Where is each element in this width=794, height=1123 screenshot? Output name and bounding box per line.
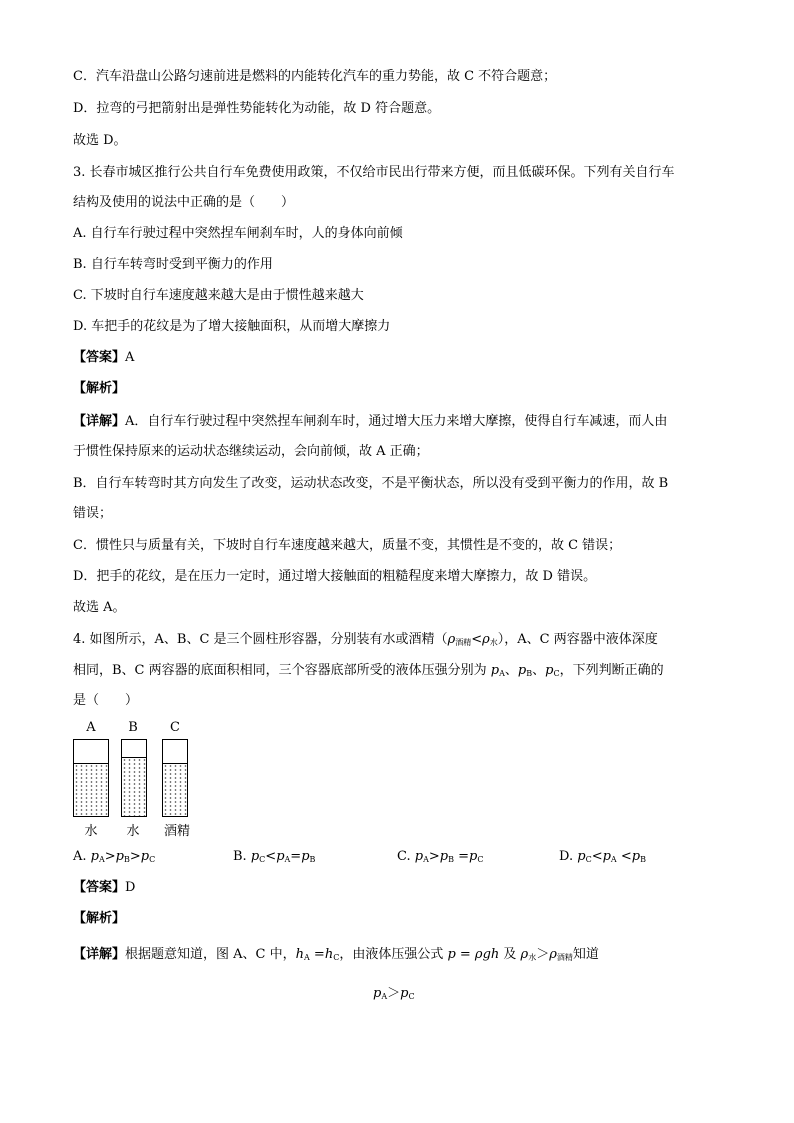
pressure-symbol: p xyxy=(490,663,500,678)
question-3-explanation: C．惯性只与质量有关，下坡时自行车速度越来越大，质量不变，其惯性是不变的，故 C 错误； xyxy=(73,538,622,553)
stem-text: ，下列判断正确的 xyxy=(559,663,664,678)
stem-text: 4. 如图所示，A、B、C 是三个圆柱形容器，分别装有水或酒精（ xyxy=(73,632,448,647)
separator: 、 xyxy=(504,663,518,678)
answer-value: A xyxy=(125,350,135,365)
question-4-explanation: 【详解】根据题意知道，图 A、C 中，$h_A =h_C$，由液体压强公式 p = ρgh 及 $\rho_水>\rho_{酒精}$知道 xyxy=(73,947,599,962)
rho-subscript: 酒精 xyxy=(455,638,472,647)
liquid-label-b: 水 xyxy=(126,824,140,839)
container-c xyxy=(162,739,188,817)
analysis-label: 【解析】 xyxy=(73,911,126,926)
answer-label: 【答案】 xyxy=(73,880,126,895)
derived-result: $p_A>p_C$ xyxy=(373,986,415,1001)
question-3-explanation: D．把手的花纹，是在压力一定时，通过增大接触面的粗糙程度来增大摩擦力，故 D 错误。 xyxy=(73,569,597,584)
liquid-label-c: 酒精 xyxy=(163,824,190,839)
separator: 、 xyxy=(532,663,546,678)
container-label-b: B xyxy=(128,720,138,735)
rho-symbol: ρ xyxy=(482,632,490,647)
alcohol-liquid xyxy=(163,763,187,816)
answer-value: D xyxy=(125,880,136,895)
stem-text: 相同，B、C 两容器的底面积相同，三个容器底部所受的液体压强分别为 xyxy=(73,663,491,678)
pressure-symbol: p xyxy=(545,663,554,678)
container-b xyxy=(121,739,147,817)
text-line: 故选 D。 xyxy=(73,133,127,148)
question-3-option-a: A. 自行车行驶过程中突然捏车闸刹车时，人的身体向前倾 xyxy=(73,226,403,241)
question-3-conclusion: 故选 A。 xyxy=(73,600,126,615)
question-4-option-a: A. $p_A>p_B>p_C$ xyxy=(73,849,156,864)
question-3-analysis-label xyxy=(73,380,734,398)
question-3-stem: 结构及使用的说法中正确的是（ ） xyxy=(73,195,295,210)
question-4-stem: 是（ ） xyxy=(73,693,139,708)
question-4-option-d: D. $p_C<p_A <p_B$ xyxy=(559,849,646,864)
subscript: C xyxy=(553,669,560,678)
container-label-a: A xyxy=(86,720,96,735)
water-liquid xyxy=(122,757,146,816)
pressure-symbol: p xyxy=(517,663,527,678)
text-line: D．拉弯的弓把箭射出是弹性势能转化为动能，故 D 符合题意。 xyxy=(73,101,441,116)
question-4-option-b: B. $p_C<p_A=p_B$ xyxy=(233,849,316,864)
explanation-text: A．自行车行驶过程中突然捏车闸刹车时，通过增大压力来增大摩擦，使得自行车减速，而人由 xyxy=(125,414,668,429)
question-3-explanation xyxy=(73,413,734,431)
subscript: A xyxy=(499,669,505,678)
question-4-option-c: C. $p_A>p_B =p_C$ xyxy=(397,849,484,864)
question-4-stem xyxy=(73,631,734,652)
detail-label: 【详解】 xyxy=(73,414,126,429)
question-3-option-d: D. 车把手的花纹是为了增大接触面积，从而增大摩擦力 xyxy=(73,319,391,334)
less-than: < xyxy=(471,632,483,647)
question-4-answer xyxy=(73,879,734,897)
subscript: B xyxy=(526,669,533,678)
question-4-stem xyxy=(73,662,734,683)
water-liquid xyxy=(74,763,108,816)
container-a xyxy=(73,739,109,817)
question-4-analysis-label xyxy=(73,910,734,928)
question-3-answer xyxy=(73,349,734,367)
question-3-explanation: 于惯性保持原来的运动状态继续运动，会向前倾，故 A 正确； xyxy=(73,444,429,459)
text-line: C．汽车沿盘山公路匀速前进是燃料的内能转化汽车的重力势能，故 C 不符合题意； xyxy=(73,69,557,84)
question-3-stem: 3. 长春市城区推行公共自行车免费使用政策，不仅给市民出行带来方便，而且低碳环保。下列有关自行车 xyxy=(73,165,675,180)
container-label-c: C xyxy=(170,720,180,735)
rho-symbol: ρ xyxy=(447,632,456,647)
analysis-label: 【解析】 xyxy=(73,381,126,396)
question-3-option-c: C. 下坡时自行车速度越来越大是由于惯性越来越大 xyxy=(73,288,364,303)
question-3-explanation: B．自行车转弯时其方向发生了改变，运动状态改变，不是平衡状态，所以没有受到平衡力的作用，故 B xyxy=(73,476,669,491)
rho-subscript: 水 xyxy=(489,638,498,647)
question-3-option-b: B. 自行车转弯时受到平衡力的作用 xyxy=(73,257,273,272)
pressure-formula: p = ρgh xyxy=(447,947,500,962)
question-3-explanation: 错误； xyxy=(73,506,113,521)
answer-label: 【答案】 xyxy=(73,350,126,365)
stem-text: ），A、C 两容器中液体深度 xyxy=(497,632,658,647)
liquid-label-a: 水 xyxy=(84,824,98,839)
detail-label: 【详解】 xyxy=(73,947,126,962)
